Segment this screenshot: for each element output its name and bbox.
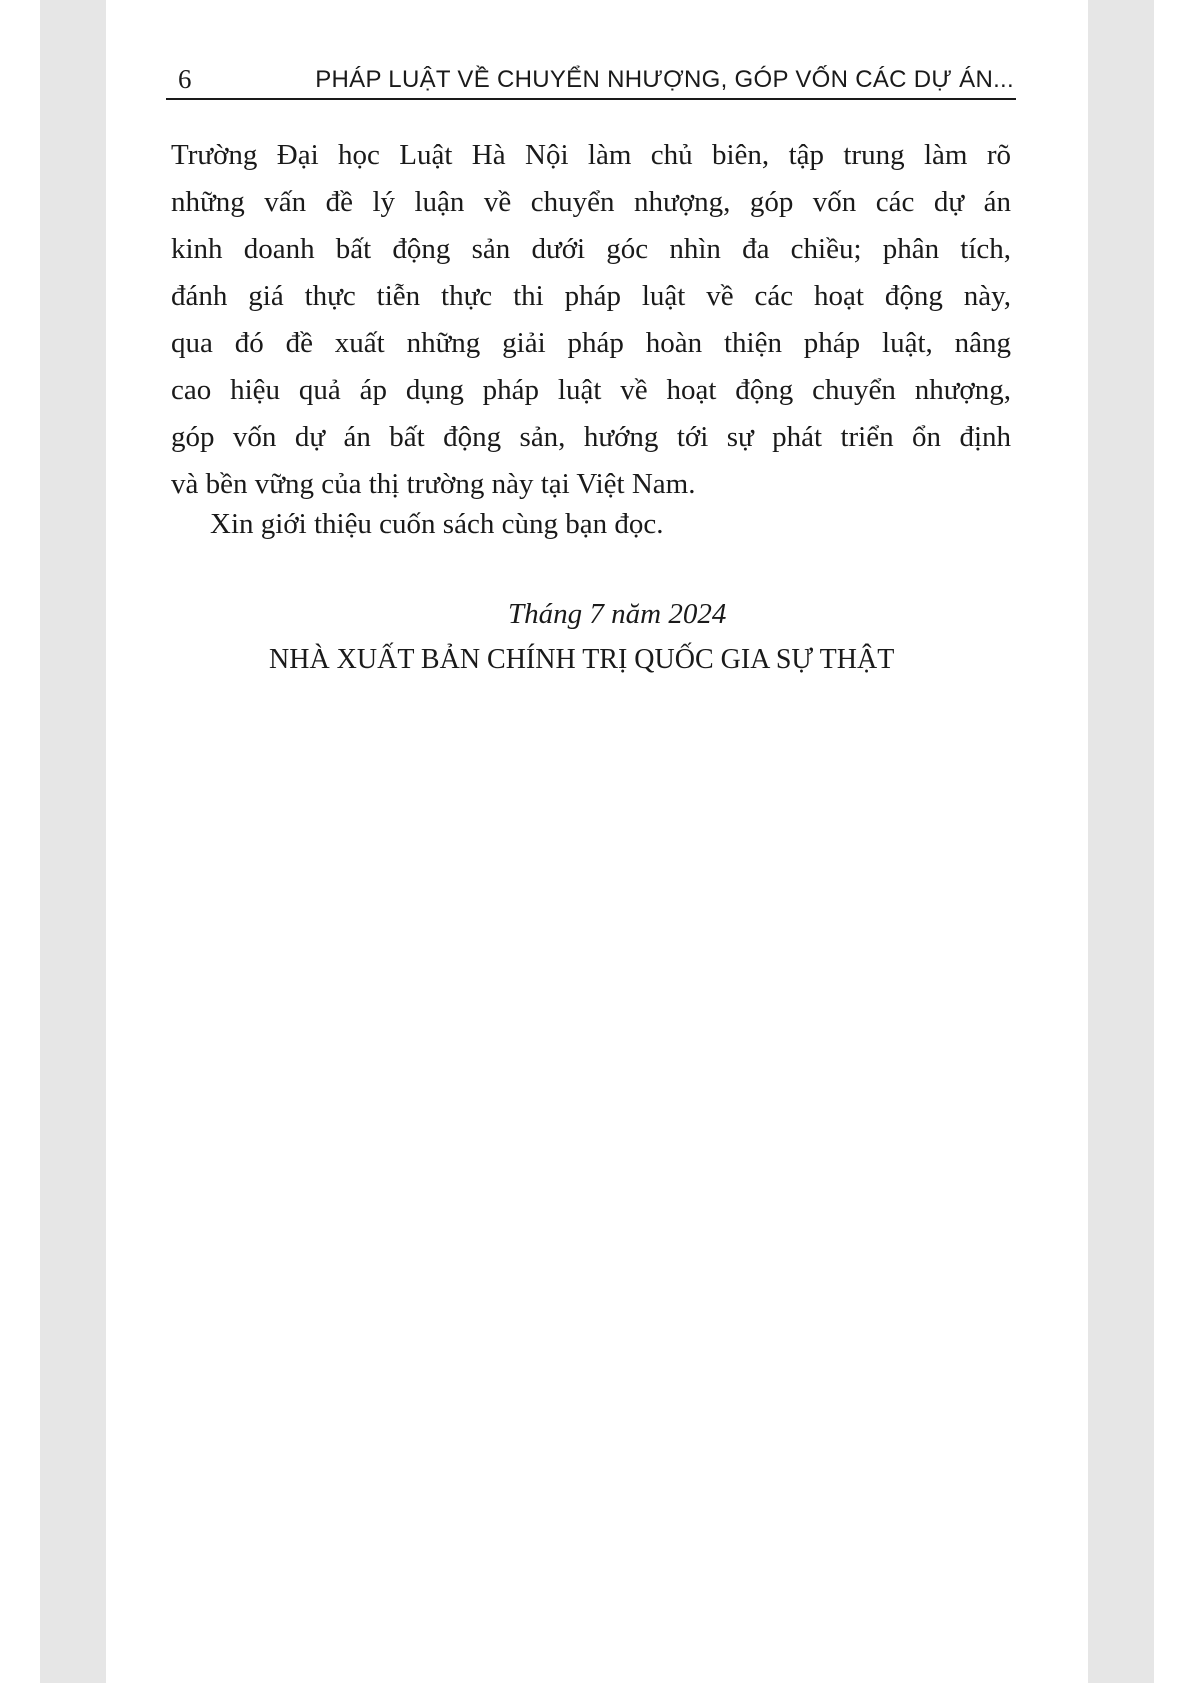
paragraph-line: Trường Đại học Luật Hà Nội làm chủ biên, tập trung làm rõ (171, 139, 1011, 171)
running-header (166, 60, 1016, 100)
body-paragraph (171, 132, 1011, 508)
book-page (106, 0, 1088, 1683)
paragraph-line: góp vốn dự án bất động sản, hướng tới sự phát triển ổn định (171, 421, 1011, 453)
left-margin-band (40, 0, 106, 1683)
paragraph-line: những vấn đề lý luận về chuyển nhượng, góp vốn các dự án (171, 186, 1011, 218)
signature-date: Tháng 7 năm 2024 (508, 598, 727, 630)
page-number: 6 (178, 64, 192, 94)
paragraph-line: qua đó đề xuất những giải pháp hoàn thiện pháp luật, nâng (171, 327, 1011, 359)
closing-sentence: Xin giới thiệu cuốn sách cùng bạn đọc. (210, 508, 664, 540)
signature-publisher: NHÀ XUẤT BẢN CHÍNH TRỊ QUỐC GIA SỰ THẬT (269, 644, 895, 675)
paragraph-line: kinh doanh bất động sản dưới góc nhìn đa chiều; phân tích, (171, 233, 1011, 265)
paragraph-line: đánh giá thực tiễn thực thi pháp luật về các hoạt động này, (171, 280, 1011, 312)
running-header-title: PHÁP LUẬT VỀ CHUYỂN NHƯỢNG, GÓP VỐN CÁC DỰ ÁN... (315, 66, 1014, 93)
paragraph-line: và bền vững của thị trường này tại Việt Nam. (171, 468, 696, 500)
right-margin-band (1088, 0, 1154, 1683)
paragraph-line: cao hiệu quả áp dụng pháp luật về hoạt động chuyển nhượng, (171, 374, 1011, 406)
